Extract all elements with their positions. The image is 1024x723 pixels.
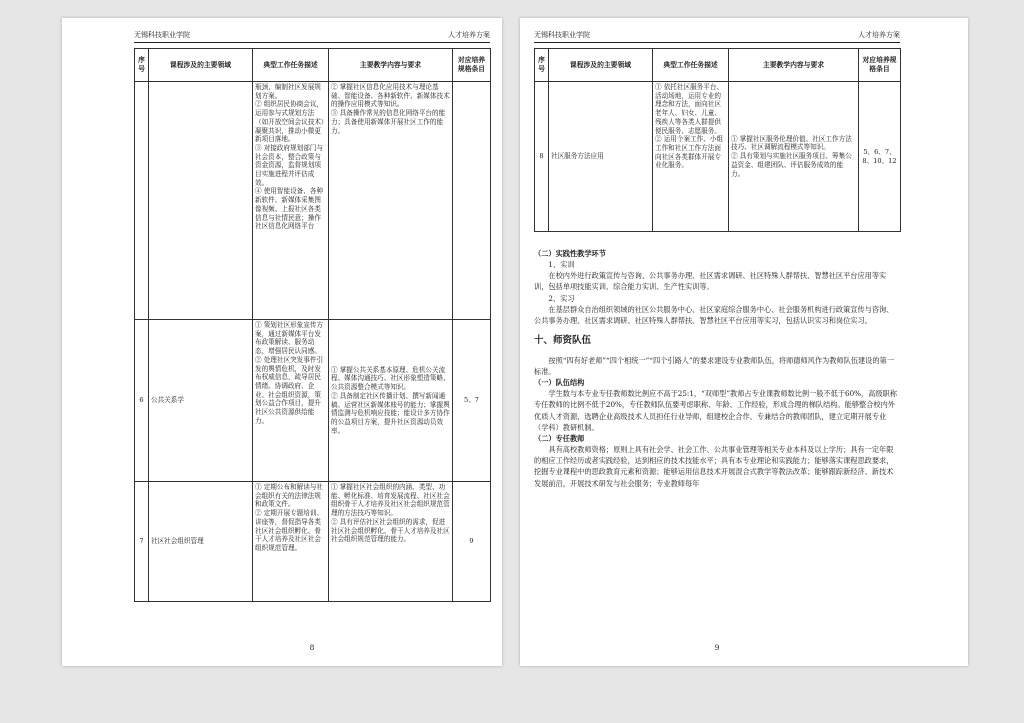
th-task: 典型工作任务描述 — [653, 49, 729, 82]
row-no: 7 — [135, 482, 149, 602]
row-field: 公共关系学 — [149, 320, 253, 482]
table-row — [135, 482, 491, 602]
table-row — [135, 82, 491, 320]
body-text — [534, 248, 900, 489]
course-table-left — [134, 48, 491, 602]
th-content: 主要教学内容与要求 — [729, 49, 859, 82]
header-doc: 人才培养方案 — [448, 31, 490, 39]
paragraph-team-structure: 学生数与本专业专任教师数比例应不高于25:1，“双师型”教师占专业课教师数比例一般不低于60%，高级职称专任教师的比例不低于20%，专任教师队伍要考虑职称、年龄、工作经验，形成合理的梯队结构。能够整合校内外优质人才资源，选聘企业高级技术人员担任行业导师，组建校企合作、专兼结合的教师团队，建立定期开展专业（学科）教研机制。 — [534, 389, 897, 432]
content-cell: ① 掌握公共关系基本原理、危机公关流程、媒体沟通技巧、社区形象塑造策略、公共资源整合模式等知识。 ② 具备制定社区传播计划、撰写新闻通稿、运营社区新媒体账号的能力；掌握舆情监测与危机响应技能；能设计多方协作的公益项目方案，提升社区资源动员效率。 — [329, 320, 453, 482]
paragraph-teachers-intro: 按照“四有好老师”“四个相统一”“四个引路人”的要求建设专业教师队伍，将师德师风作为教师队伍建设的第一标准。 — [534, 355, 894, 376]
th-no: 序号 — [535, 49, 549, 82]
row-no: 6 — [135, 320, 149, 482]
task-cell: ① 定期公布和解读与社会组织有关的法律法规和政策文件。 ② 定期开展专题培训、讲座等，督促指导各类社区社会组织孵化、骨干人才培养及社区社会组织规范管理。 — [253, 482, 329, 602]
table-row — [535, 82, 901, 232]
table-row — [135, 320, 491, 482]
page-header — [134, 26, 490, 43]
subheading-training: 1、实训 — [548, 260, 575, 270]
task-cell: ① 策划社区形象宣传方案，通过新媒体平台发布政策解读、服务动态，增强居民认同感。 ② 处理社区突发事件引发的舆情危机，及时发布权威信息，疏导居民情绪。协调政府、企业、社会组织资源，策划公益合作项目，提升社区公共资源供给能力。 — [253, 320, 329, 482]
paragraph-internship: 在基层群众自治组织领域的社区公共服务中心、社区家庭综合服务中心、社会服务机构进行政策宣传与咨询、公共事务办理、社区需求调研、社区特殊人群帮扶、智慧社区平台应用等实习，包括认识实习和岗位实习。 — [534, 304, 894, 325]
row-spec: 5、7 — [453, 320, 491, 482]
section-teachers-heading: 十、师资队伍 — [534, 335, 592, 347]
row-spec: 9 — [453, 482, 491, 602]
table-header-row — [535, 49, 901, 82]
th-spec: 对应培养规格条目 — [453, 49, 491, 82]
content-cell: ① 掌握社区社会组织的内涵、类型、功能、孵化标准、培育发展流程、社区社会组织骨干人才培养及社区社会组织规范管理的方法技巧等知识。 ② 具有评估社区社会组织的需求，促进社区社会组织孵化、骨干人才培养及社区社会组织规范管理的能力。 — [329, 482, 453, 602]
course-table-right — [534, 48, 901, 232]
th-no: 序号 — [135, 49, 149, 82]
page-header — [534, 26, 900, 43]
th-field: 课程涉及的主要领域 — [149, 49, 253, 82]
row-no: 8 — [535, 82, 549, 232]
header-doc: 人才培养方案 — [858, 31, 900, 39]
content-cell: ② 掌握社区信息化应用技术与理论基础、智能设备、各种新软件、新媒体技术的操作应用模式等知识。 ③ 具备操作常见的信息化网络平台的能力；具备使用新媒体开展社区工作的能力。 — [329, 82, 453, 320]
th-task: 典型工作任务描述 — [253, 49, 329, 82]
content-cell: ① 掌握社区服务伦理价值、社区工作方法技巧、社区调解流程模式等知识。 ② 具有策划与实施社区服务项目、筹集公益资金、组建团队、评估服务成效的能力。 — [729, 82, 859, 232]
paragraph-training: 在校内外进行政策宣传与咨询、公共事务办理、社区需求调研、社区特殊人群帮扶、智慧社区平台应用等实训，包括单项技能实训、综合能力实训、生产性实训等。 — [534, 271, 887, 292]
paragraph-full-time-teachers: 具有高校教师资格；原则上具有社会学、社会工作、公共事业管理等相关专业本科及以上学历；具有一定年限的相应工作经历或者实践经验，达到相应的技术技能水平；具有本专业理论和实践能力；能够落实课程思政要求，挖掘专业课程中的思政教育元素和资源；能够运用信息技术开展混合式教学等教法改革；能够跟踪新经济、新技术发展前沿，开展技术研发与社会服务；专业教师每年 — [534, 445, 894, 488]
subheading-internship: 2、实习 — [548, 293, 575, 303]
row-spec: 5、6、7、8、10、12 — [859, 82, 901, 232]
row-field: 社区服务方法应用 — [549, 82, 653, 232]
row-field: 社区社会组织管理 — [149, 482, 253, 602]
page-9 — [520, 18, 968, 666]
task-cell: 瓶颈，编制社区发展规划方案。 ② 组织居民协商会议，运用参与式规划方法（如开放空间会议技术）凝聚共识，推动小微更新项目落地。 ③ 对接政府规划部门与社会资本，整合政策与资金资源，监督规划项目实施进程并评估成效。 ④ 使用智能设备、各种新软件、新媒体采集图像视频、上报社区各类信息与社情民意；操作社区信息化网络平台 — [253, 82, 329, 320]
page-8 — [62, 18, 502, 666]
page-number: 8 — [309, 643, 315, 652]
subheading-full-time-teachers: （二）专任教师 — [534, 433, 585, 443]
section-practice-heading: （二）实践性教学环节 — [534, 249, 606, 258]
th-spec: 对应培养规格条目 — [859, 49, 901, 82]
th-field: 课程涉及的主要领域 — [549, 49, 653, 82]
header-school: 无锡科技职业学院 — [534, 31, 590, 39]
table-header-row — [135, 49, 491, 82]
th-content: 主要教学内容与要求 — [329, 49, 453, 82]
subheading-team-structure: （一）队伍结构 — [534, 378, 585, 388]
header-school: 无锡科技职业学院 — [134, 31, 190, 39]
page-number: 9 — [714, 643, 720, 652]
task-cell: ① 依托社区服务平台、活动场地，运用专业的理念和方法，面向社区老年人、妇女、儿童、残疾人等各类人群提供便民服务、志愿服务。 ② 运用个案工作、小组工作和社区工作方法面向社区各类群体开展专业化服务。 — [653, 82, 729, 232]
